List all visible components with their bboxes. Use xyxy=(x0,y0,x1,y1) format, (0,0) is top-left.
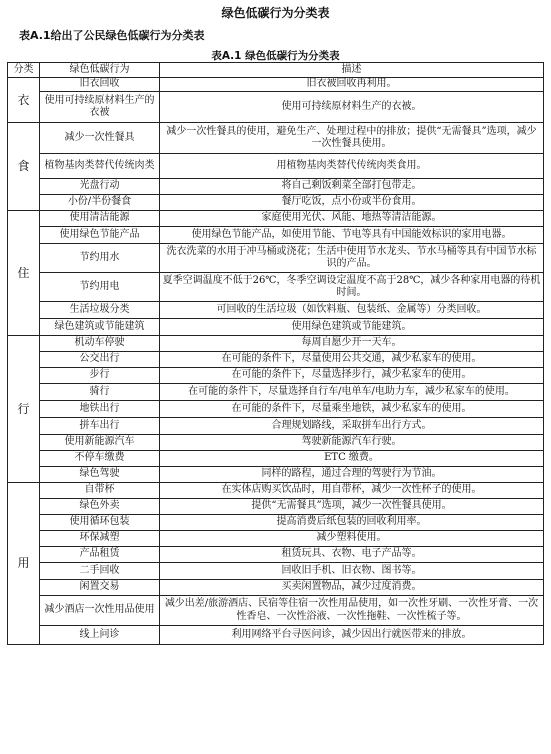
behavior-cell: 节约用水 xyxy=(40,244,160,273)
category-cell: 食 xyxy=(8,123,40,211)
description-cell: 减少出差/旅游酒店、民宿等住宿一次性用品使用，如一次性牙刷、一次性牙膏、一次性香皂、一次性浴液、一次性拖鞋、一次性梳子等。 xyxy=(160,596,544,626)
description-cell: 旧衣被回收再利用。 xyxy=(160,78,544,92)
table-row xyxy=(8,626,544,645)
table-row xyxy=(8,596,544,626)
description-cell: ETC 缴费。 xyxy=(160,451,544,467)
table-row xyxy=(8,302,544,319)
table-row xyxy=(8,244,544,273)
description-cell: 在可能的条件下，尽量乘坐地铁，减少私家车的使用。 xyxy=(160,401,544,418)
category-cell: 住 xyxy=(8,211,40,336)
table-row xyxy=(8,499,544,515)
description-cell: 在实体店购买饮品时，用自带杯，减少一次性杯子的使用。 xyxy=(160,483,544,499)
description-cell: 利用网络平台寻医问诊，减少因出行就医带来的排放。 xyxy=(160,626,544,645)
description-cell: 洗衣洗菜的水用于冲马桶或浇花；生活中使用节水龙头、节水马桶等具有中国节水标识的产品。 xyxy=(160,244,544,273)
behavior-cell: 拼车出行 xyxy=(40,418,160,435)
behavior-cell: 二手回收 xyxy=(40,563,160,580)
description-cell: 夏季空调温度不低于26℃，冬季空调设定温度不高于28℃，减少各种家用电器的待机时间。 xyxy=(160,273,544,302)
behavior-cell: 使用清洁能源 xyxy=(40,211,160,227)
description-cell: 使用绿色节能产品，如使用节能、节电等具有中国能效标识的家用电器。 xyxy=(160,227,544,244)
table-row xyxy=(8,547,544,563)
table-row xyxy=(8,483,544,499)
header-behavior: 绿色低碳行为 xyxy=(40,63,160,78)
description-cell: 每周自愿少开一天车。 xyxy=(160,336,544,352)
description-cell: 买卖闲置物品，减少过度消费。 xyxy=(160,580,544,596)
behavior-cell: 绿色驾驶 xyxy=(40,467,160,483)
table-row xyxy=(8,531,544,547)
behavior-cell: 植物基肉类替代传统肉类 xyxy=(40,154,160,179)
table-row xyxy=(8,451,544,467)
table-row xyxy=(8,319,544,336)
table-row xyxy=(8,515,544,531)
description-cell: 餐厅吃饭，点小份或半份食用。 xyxy=(160,195,544,211)
description-cell: 合理规划路线，采取拼车出行方式。 xyxy=(160,418,544,435)
table-row xyxy=(8,401,544,418)
table-row xyxy=(8,123,544,154)
behavior-cell: 骑行 xyxy=(40,384,160,401)
category-cell: 用 xyxy=(8,483,40,645)
behavior-cell: 环保减塑 xyxy=(40,531,160,547)
table-row xyxy=(8,563,544,580)
table-row xyxy=(8,384,544,401)
behavior-cell: 闲置交易 xyxy=(40,580,160,596)
table-header-row xyxy=(8,63,544,78)
behavior-cell: 不停车缴费 xyxy=(40,451,160,467)
behavior-cell: 产品租赁 xyxy=(40,547,160,563)
behavior-cell: 光盘行动 xyxy=(40,179,160,195)
table-row xyxy=(8,467,544,483)
table-row xyxy=(8,78,544,92)
description-cell: 在可能的条件下，尽量选择步行，减少私家车的使用。 xyxy=(160,368,544,384)
description-cell: 使用绿色建筑或节能建筑。 xyxy=(160,319,544,336)
intro-text: 表A.1给出了公民绿色低碳行为分类表 xyxy=(19,29,205,42)
behavior-cell: 绿色建筑或节能建筑 xyxy=(40,319,160,336)
description-cell: 在可能的条件下，尽量使用公共交通，减少私家车的使用。 xyxy=(160,352,544,368)
table-row xyxy=(8,227,544,244)
table-row xyxy=(8,211,544,227)
description-cell: 使用可持续原材料生产的衣被。 xyxy=(160,92,544,123)
behavior-cell: 步行 xyxy=(40,368,160,384)
table-row xyxy=(8,580,544,596)
description-cell: 将自己剩饭剩菜全部打包带走。 xyxy=(160,179,544,195)
behavior-cell: 自带杯 xyxy=(40,483,160,499)
description-cell: 同样的路程，通过合理的驾驶行为节油。 xyxy=(160,467,544,483)
table-row xyxy=(8,435,544,451)
description-cell: 回收旧手机、旧衣物、图书等。 xyxy=(160,563,544,580)
behavior-cell: 生活垃圾分类 xyxy=(40,302,160,319)
table-row xyxy=(8,368,544,384)
description-cell: 可回收的生活垃圾（如饮料瓶、包装纸、金属等）分类回收。 xyxy=(160,302,544,319)
behavior-cell: 使用绿色节能产品 xyxy=(40,227,160,244)
behavior-cell: 节约用电 xyxy=(40,273,160,302)
behavior-cell: 减少酒店一次性用品使用 xyxy=(40,596,160,626)
behavior-cell: 机动车停驶 xyxy=(40,336,160,352)
category-cell: 衣 xyxy=(8,78,40,123)
classification-table xyxy=(7,62,544,645)
behavior-cell: 线上问诊 xyxy=(40,626,160,645)
table-row xyxy=(8,154,544,179)
description-cell: 驾驶新能源汽车行驶。 xyxy=(160,435,544,451)
description-cell: 在可能的条件下，尽量选择自行车/电单车/电助力车，减少私家车的使用。 xyxy=(160,384,544,401)
category-cell: 行 xyxy=(8,336,40,483)
header-category: 分类 xyxy=(8,63,40,78)
table-body xyxy=(8,78,544,645)
table-row xyxy=(8,179,544,195)
table-row xyxy=(8,418,544,435)
behavior-cell: 使用新能源汽车 xyxy=(40,435,160,451)
description-cell: 减少一次性餐具的使用，避免生产、处理过程中的排放；提供“无需餐具”选项，减少一次性餐具使用。 xyxy=(160,123,544,154)
header-description: 描述 xyxy=(160,63,544,78)
behavior-cell: 公交出行 xyxy=(40,352,160,368)
behavior-cell: 使用可持续原材料生产的衣被 xyxy=(40,92,160,123)
table-row xyxy=(8,92,544,123)
behavior-cell: 旧衣回收 xyxy=(40,78,160,92)
behavior-cell: 使用循环包装 xyxy=(40,515,160,531)
table-caption: 表A.1 绿色低碳行为分类表 xyxy=(211,50,340,62)
description-cell: 提高消费后纸包装的回收利用率。 xyxy=(160,515,544,531)
description-cell: 减少塑料使用。 xyxy=(160,531,544,547)
behavior-cell: 小份/半份餐食 xyxy=(40,195,160,211)
table-row xyxy=(8,273,544,302)
document-title: 绿色低碳行为分类表 xyxy=(221,6,330,20)
description-cell: 租赁玩具、衣物、电子产品等。 xyxy=(160,547,544,563)
description-cell: 用植物基肉类替代传统肉类食用。 xyxy=(160,154,544,179)
behavior-cell: 地铁出行 xyxy=(40,401,160,418)
table-row xyxy=(8,352,544,368)
description-cell: 家庭使用光伏、风能、地热等清洁能源。 xyxy=(160,211,544,227)
table-row xyxy=(8,195,544,211)
behavior-cell: 减少一次性餐具 xyxy=(40,123,160,154)
description-cell: 提供“无需餐具”选项，减少一次性餐具使用。 xyxy=(160,499,544,515)
behavior-cell: 绿色外卖 xyxy=(40,499,160,515)
table-row xyxy=(8,336,544,352)
